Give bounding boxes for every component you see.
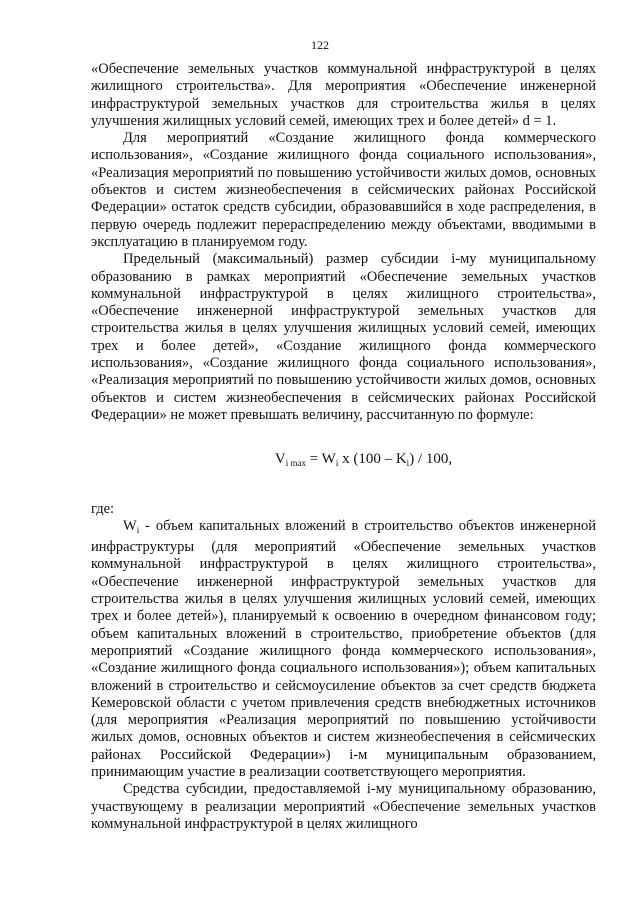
paragraph-continuation: «Обеспечение земельных участков коммунальной инфраструктурой в целях жилищного строительства». Для мероприятия «Обеспечение инженерной инфраструктурой земельных участков для строительства жилья в целях улучшения жилищных условий семей, имеющих трех и более детей» d = 1. <box>91 61 596 129</box>
w-symbol-subscript: i <box>136 524 140 535</box>
formula-mid: x (100 – K <box>338 451 407 468</box>
w-definition-text: - объем капитальных вложений в строительство объектов инженерной инфраструктуры (для мероприятий «Обеспечение земельных участков коммунальной инфраструктурой в целях жилищного строительства», «Обеспечение инженерной инфраструктурой земельных участков для строительства жилья в целях улучшения жилищных условий семей, имеющих трех и более детей»), планируемый к освоению в очередном финансовом году; объем капитальных вложений в строительство, приобретение объектов (для мероприятий «Создание жилищного фонда коммерческого использования», «Создание жилищного фонда социального использования»); объем капитальных вложений в строительство и сейсмоусиление объектов за счет средств бюджета Кемеровской области с учетом привлечения средств внебюджетных источников (для мероприятия «Реализация мероприятий по повышению устойчивости жилых домов, основных объектов и систем жизнеобеспечения в сейсмических районах Российской Федерации») i-м муниципальным образованием, принимающим участие в реализации соответствующего мероприятия. <box>91 517 596 780</box>
formula-eq-w: = W <box>305 451 336 468</box>
paragraph-max-subsidy: Предельный (максимальный) размер субсидии i-му муниципальному образованию в рамках мероприятий «Обеспечение земельных участков коммунальной инфраструктурой в целях жилищного строительства», «Обеспечение инженерной инфраструктурой земельных участков для строительства жилья в целях улучшения жилищных условий семей, имеющих трех и более детей», «Создание жилищного фонда коммерческого использования», «Создание жилищного фонда социального использования», «Реализация мероприятий по повышению устойчивости жилых домов, основных объектов и систем жизнеобеспечения в сейсмических районах Российской Федерации» не может превышать величину, рассчитанную по формуле: <box>91 251 596 423</box>
w-symbol: W <box>123 517 137 534</box>
formula-k-subscript: i <box>406 458 410 469</box>
formula-v: V <box>274 451 286 468</box>
paragraph-subsidy-funds: Средства субсидии, предоставляемой i-му муниципальному образованию, участвующему в реализации мероприятий «Обеспечение земельных участков коммунальной инфраструктурой в целях жилищного <box>91 781 596 832</box>
page-number: 122 <box>311 38 329 52</box>
paragraph-residual-redistribution: Для мероприятий «Создание жилищного фонда коммерческого использования», «Создание жилищного фонда социального использования», «Реализация мероприятий по повышению устойчивости жилых домов, основных объектов и систем жизнеобеспечения в сейсмических районах Российской Федерации» остаток средств субсидии, образовавшийся в ходе распределения, в первую очередь подлежит перераспределению между объектами, вводимыми в эксплуатацию в планируемом году. <box>91 130 596 250</box>
paragraph-w-definition <box>91 518 596 781</box>
formula <box>131 451 596 472</box>
formula-end: ) / 100, <box>409 451 453 468</box>
where-label: где: <box>91 500 115 517</box>
document-body <box>91 61 596 833</box>
formula-v-subscript: i max <box>285 458 306 469</box>
formula-w-subscript: i <box>335 458 339 469</box>
